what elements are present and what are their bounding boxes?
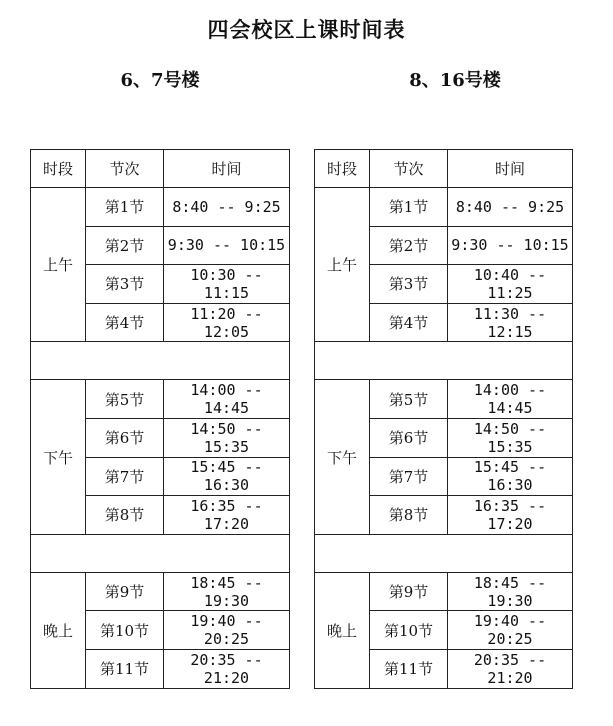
time-cell: 10:30 -- 11:15: [164, 265, 290, 304]
period-cell: 第6节: [370, 418, 448, 457]
period-cell: 第11节: [86, 649, 164, 688]
time-cell: 10:40 -- 11:25: [448, 265, 573, 304]
period-cell: 第10节: [370, 611, 448, 650]
table-row: [31, 572, 290, 611]
period-cell: 第9节: [86, 572, 164, 611]
time-cell: 20:35 -- 21:20: [448, 649, 573, 688]
table-row: [31, 380, 290, 419]
period-cell: 第3节: [370, 265, 448, 304]
break-row: [315, 342, 573, 380]
time-cell: 15:45 -- 16:30: [164, 457, 290, 496]
header-row: [315, 150, 573, 188]
schedule-table-right: [314, 149, 573, 689]
time-cell: 9:30 -- 10:15: [448, 226, 573, 265]
header-cell: 时段: [315, 150, 370, 188]
period-cell: 第5节: [86, 380, 164, 419]
table-row: [31, 188, 290, 227]
time-cell: 18:45 -- 19:30: [448, 572, 573, 611]
time-cell: 18:45 -- 19:30: [164, 572, 290, 611]
page-title: 四会校区上课时间表: [207, 17, 406, 42]
session-label: 晚上: [31, 572, 86, 688]
period-cell: 第11节: [370, 649, 448, 688]
header-cell: 节次: [86, 150, 164, 188]
period-cell: 第1节: [370, 188, 448, 227]
break-row: [31, 534, 290, 572]
session-label: 上午: [31, 188, 86, 342]
table-subtitle-right: 8、16号楼: [409, 70, 501, 91]
header-cell: 时段: [31, 150, 86, 188]
session-label: 下午: [315, 380, 370, 534]
time-cell: 11:30 -- 12:15: [448, 303, 573, 342]
break-cell: [315, 534, 573, 572]
time-cell: 20:35 -- 21:20: [164, 649, 290, 688]
table-row: [315, 380, 573, 419]
period-cell: 第6节: [86, 418, 164, 457]
period-cell: 第3节: [86, 265, 164, 304]
period-cell: 第2节: [370, 226, 448, 265]
period-cell: 第4节: [86, 303, 164, 342]
table-row: [315, 188, 573, 227]
break-cell: [315, 342, 573, 380]
time-cell: 16:35 -- 17:20: [164, 496, 290, 535]
period-cell: 第9节: [370, 572, 448, 611]
break-row: [31, 342, 290, 380]
time-cell: 19:40 -- 20:25: [164, 611, 290, 650]
period-cell: 第2节: [86, 226, 164, 265]
time-cell: 15:45 -- 16:30: [448, 457, 573, 496]
header-row: [31, 150, 290, 188]
table-row: [315, 572, 573, 611]
break-cell: [31, 342, 290, 380]
period-cell: 第8节: [370, 496, 448, 535]
period-cell: 第10节: [86, 611, 164, 650]
period-cell: 第1节: [86, 188, 164, 227]
header-cell: 时间: [448, 150, 573, 188]
header-cell: 时间: [164, 150, 290, 188]
time-cell: 14:50 -- 15:35: [164, 418, 290, 457]
time-cell: 8:40 -- 9:25: [448, 188, 573, 227]
time-cell: 14:50 -- 15:35: [448, 418, 573, 457]
period-cell: 第8节: [86, 496, 164, 535]
break-row: [315, 534, 573, 572]
period-cell: 第5节: [370, 380, 448, 419]
period-cell: 第7节: [86, 457, 164, 496]
schedule-table-left: [30, 149, 290, 689]
period-cell: 第4节: [370, 303, 448, 342]
period-cell: 第7节: [370, 457, 448, 496]
time-cell: 16:35 -- 17:20: [448, 496, 573, 535]
break-cell: [31, 534, 290, 572]
time-cell: 14:00 -- 14:45: [164, 380, 290, 419]
session-label: 下午: [31, 380, 86, 534]
time-cell: 19:40 -- 20:25: [448, 611, 573, 650]
table-subtitle-left: 6、7号楼: [120, 70, 200, 91]
session-label: 晚上: [315, 572, 370, 688]
time-cell: 14:00 -- 14:45: [448, 380, 573, 419]
time-cell: 11:20 -- 12:05: [164, 303, 290, 342]
time-cell: 8:40 -- 9:25: [164, 188, 290, 227]
time-cell: 9:30 -- 10:15: [164, 226, 290, 265]
header-cell: 节次: [370, 150, 448, 188]
session-label: 上午: [315, 188, 370, 342]
